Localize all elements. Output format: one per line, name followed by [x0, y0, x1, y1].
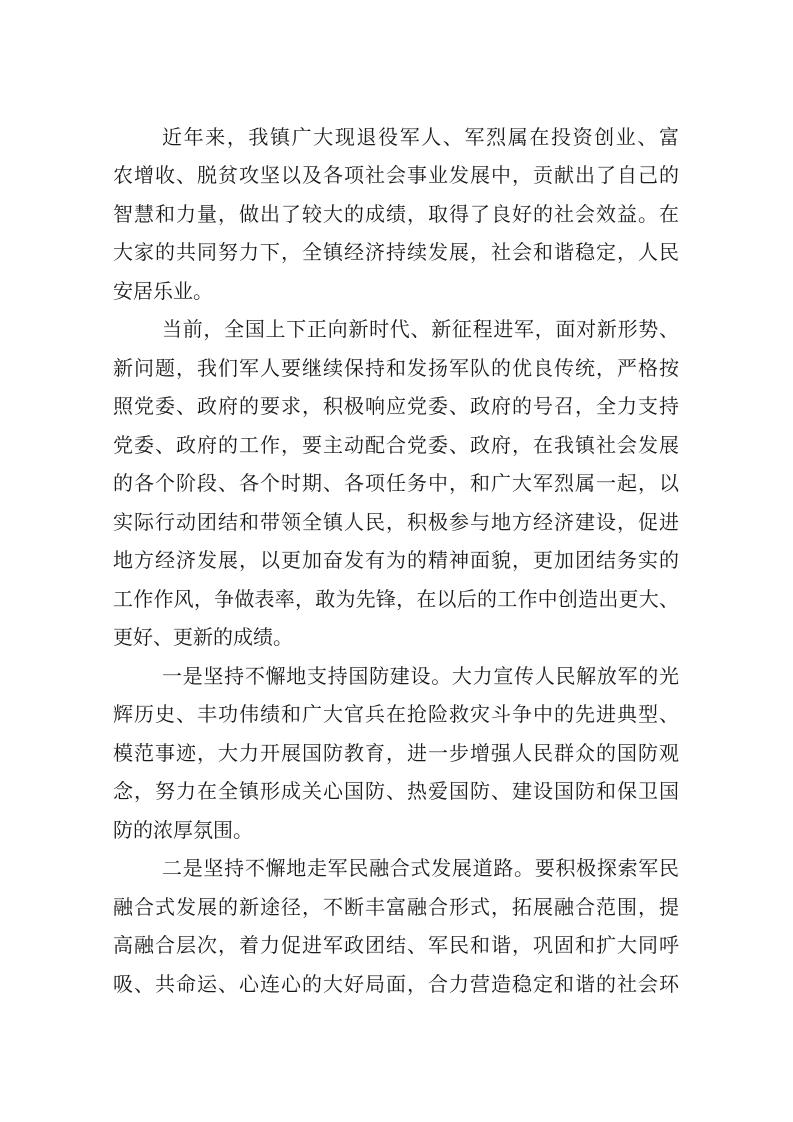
paragraph-4-line-2: 融合式发展的新途径，不断丰富融合形式，拓展融合范围，提 [113, 895, 679, 919]
paragraph-2-line-2: 新问题，我们军人要继续保持和发扬军队的优良传统，严格按 [113, 356, 679, 380]
paragraph-2-line-5: 的各个阶段、各个时期、各项任务中，和广大军烈属一起，以 [113, 471, 679, 495]
paragraph-2-line-6: 实际行动团结和带领全镇人民，积极参与地方经济建设，促进 [113, 510, 679, 534]
paragraph-1-line-4: 大家的共同努力下，全镇经济持续发展，社会和谐稳定，人民 [113, 240, 679, 264]
paragraph-3-line-2: 辉历史、丰功伟绩和广大官兵在抢险救灾斗争中的先进典型、 [113, 702, 679, 726]
paragraph-2-line-4: 党委、政府的工作，要主动配合党委、政府，在我镇社会发展 [113, 433, 679, 457]
paragraph-1-line-1: 近年来，我镇广大现退役军人、军烈属在投资创业、富 [162, 125, 679, 149]
paragraph-1-line-5: 安居乐业。 [113, 279, 213, 303]
paragraph-4-line-4: 吸、共命运、心连心的大好局面，合力营造稳定和谐的社会环 [113, 972, 679, 996]
paragraph-2-line-1: 当前，全国上下正向新时代、新征程进军，面对新形势、 [162, 317, 679, 341]
paragraph-3-line-5: 防的浓厚氛围。 [113, 818, 253, 842]
paragraph-2-line-3: 照党委、政府的要求，积极响应党委、政府的号召，全力支持 [113, 394, 679, 418]
paragraph-3-line-3: 模范事迹，大力开展国防教育，进一步增强人民群众的国防观 [113, 741, 679, 765]
paragraph-1-line-3: 智慧和力量，做出了较大的成绩，取得了良好的社会效益。在 [113, 202, 679, 226]
paragraph-3-line-1: 一是坚持不懈地支持国防建设。大力宣传人民解放军的光 [162, 664, 679, 688]
paragraph-2-line-8: 工作作风，争做表率，敢为先锋，在以后的工作中创造出更大、 [113, 587, 679, 611]
paragraph-1-line-2: 农增收、脱贫攻坚以及各项社会事业发展中，贡献出了自己的 [113, 163, 679, 187]
paragraph-3-line-4: 念，努力在全镇形成关心国防、热爱国防、建设国防和保卫国 [113, 779, 679, 803]
paragraph-4-line-3: 高融合层次，着力促进军政团结、军民和谐，巩固和扩大同呼 [113, 933, 679, 957]
paragraph-2-line-7: 地方经济发展，以更加奋发有为的精神面貌，更加团结务实的 [113, 548, 679, 572]
paragraph-2-line-9: 更好、更新的成绩。 [113, 625, 293, 649]
paragraph-4-line-1: 二是坚持不懈地走军民融合式发展道路。要积极探索军民 [162, 856, 679, 880]
